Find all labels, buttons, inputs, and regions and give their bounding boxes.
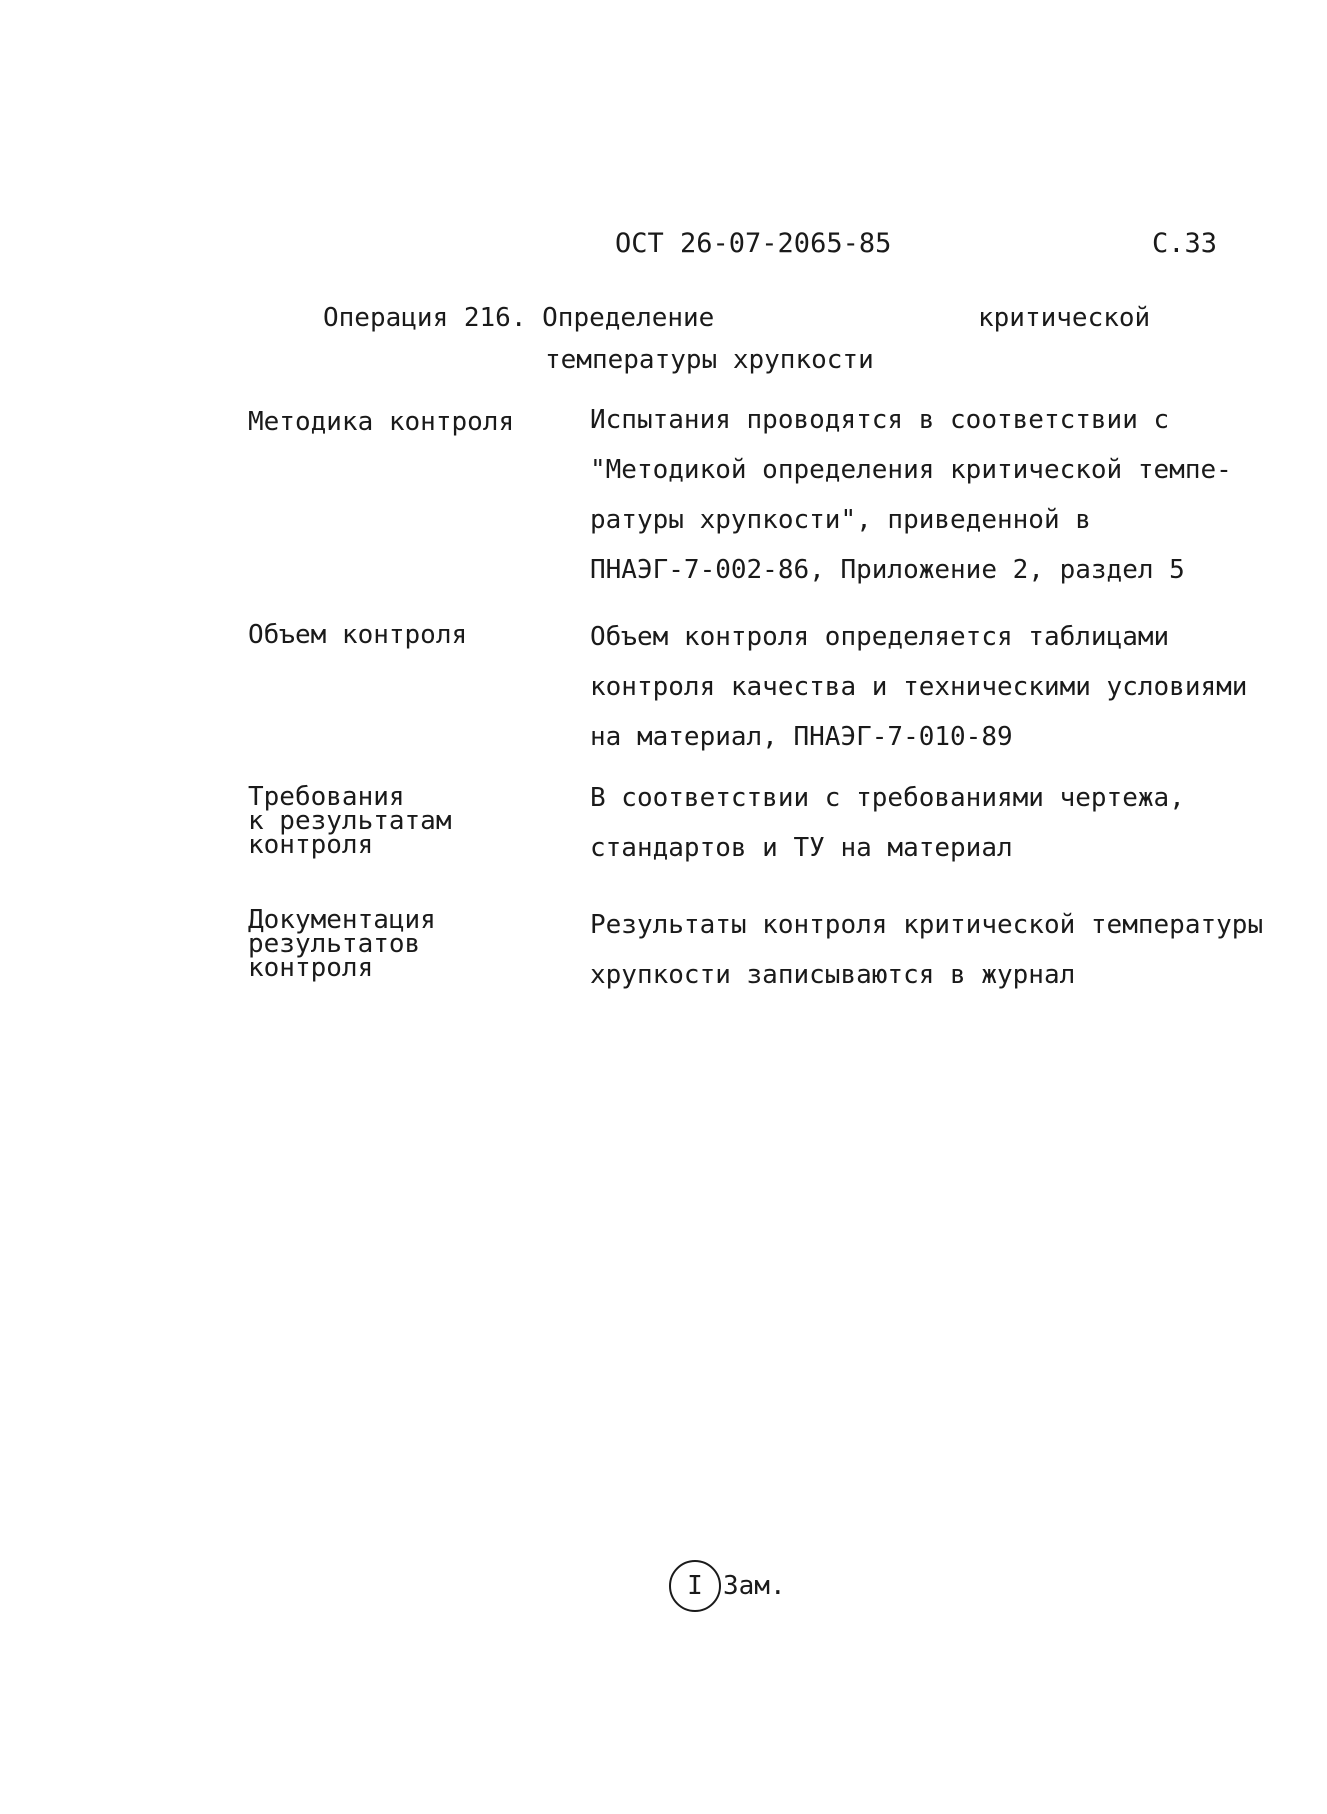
value-line: Результаты контроля критической температуры [590,910,1264,940]
document-code: ОСТ 26-07-2065-85 [615,228,892,259]
label-line: к результатам [248,806,452,836]
value-line: В соответствии с требованиями чертежа, [590,783,1185,813]
label-line: контроля [248,953,374,983]
value-line: Объем контроля определяется таблицами [590,622,1170,652]
value-line: "Методикой определения критической темпе- [590,455,1232,485]
row-value-requirements [590,773,1185,873]
row-label-method [248,407,515,437]
label-line: контроля [248,830,374,860]
value-line: хрупкости записываются в журнал [590,960,1076,990]
value-line: ратуры хрупкости", приведенной в [590,505,1091,535]
change-label: Зам. [723,1571,786,1601]
label-line: Документация [248,905,436,935]
value-line: на материал, ПНАЭГ-7-010-89 [590,722,1013,752]
operation-title: Операция 216. Определение [323,303,715,333]
operation-title-continued: критической [978,303,1151,333]
row-value-method [590,395,1232,595]
page-number: С.33 [1152,228,1218,259]
value-line: стандартов и ТУ на материал [590,833,1013,863]
row-value-volume [590,612,1247,762]
value-line: Испытания проводятся в соответствии с [590,405,1170,435]
value-line: контроля качества и техническими условиями [590,672,1248,702]
label-line: Объем контроля [248,620,468,650]
change-number: I [687,1571,703,1601]
label-line: Требования [248,782,405,812]
row-label-volume [248,620,468,650]
row-value-documentation [590,900,1263,1000]
row-label-requirements [248,782,452,860]
row-label-documentation [248,905,436,983]
label-line: результатов [248,929,421,959]
change-mark [669,1560,786,1612]
value-line: ПНАЭГ-7-002-86, Приложение 2, раздел 5 [590,555,1185,585]
label-line: Методика контроля [248,407,515,437]
change-number-circle [669,1560,721,1612]
operation-title-line2: температуры хрупкости [545,345,874,375]
